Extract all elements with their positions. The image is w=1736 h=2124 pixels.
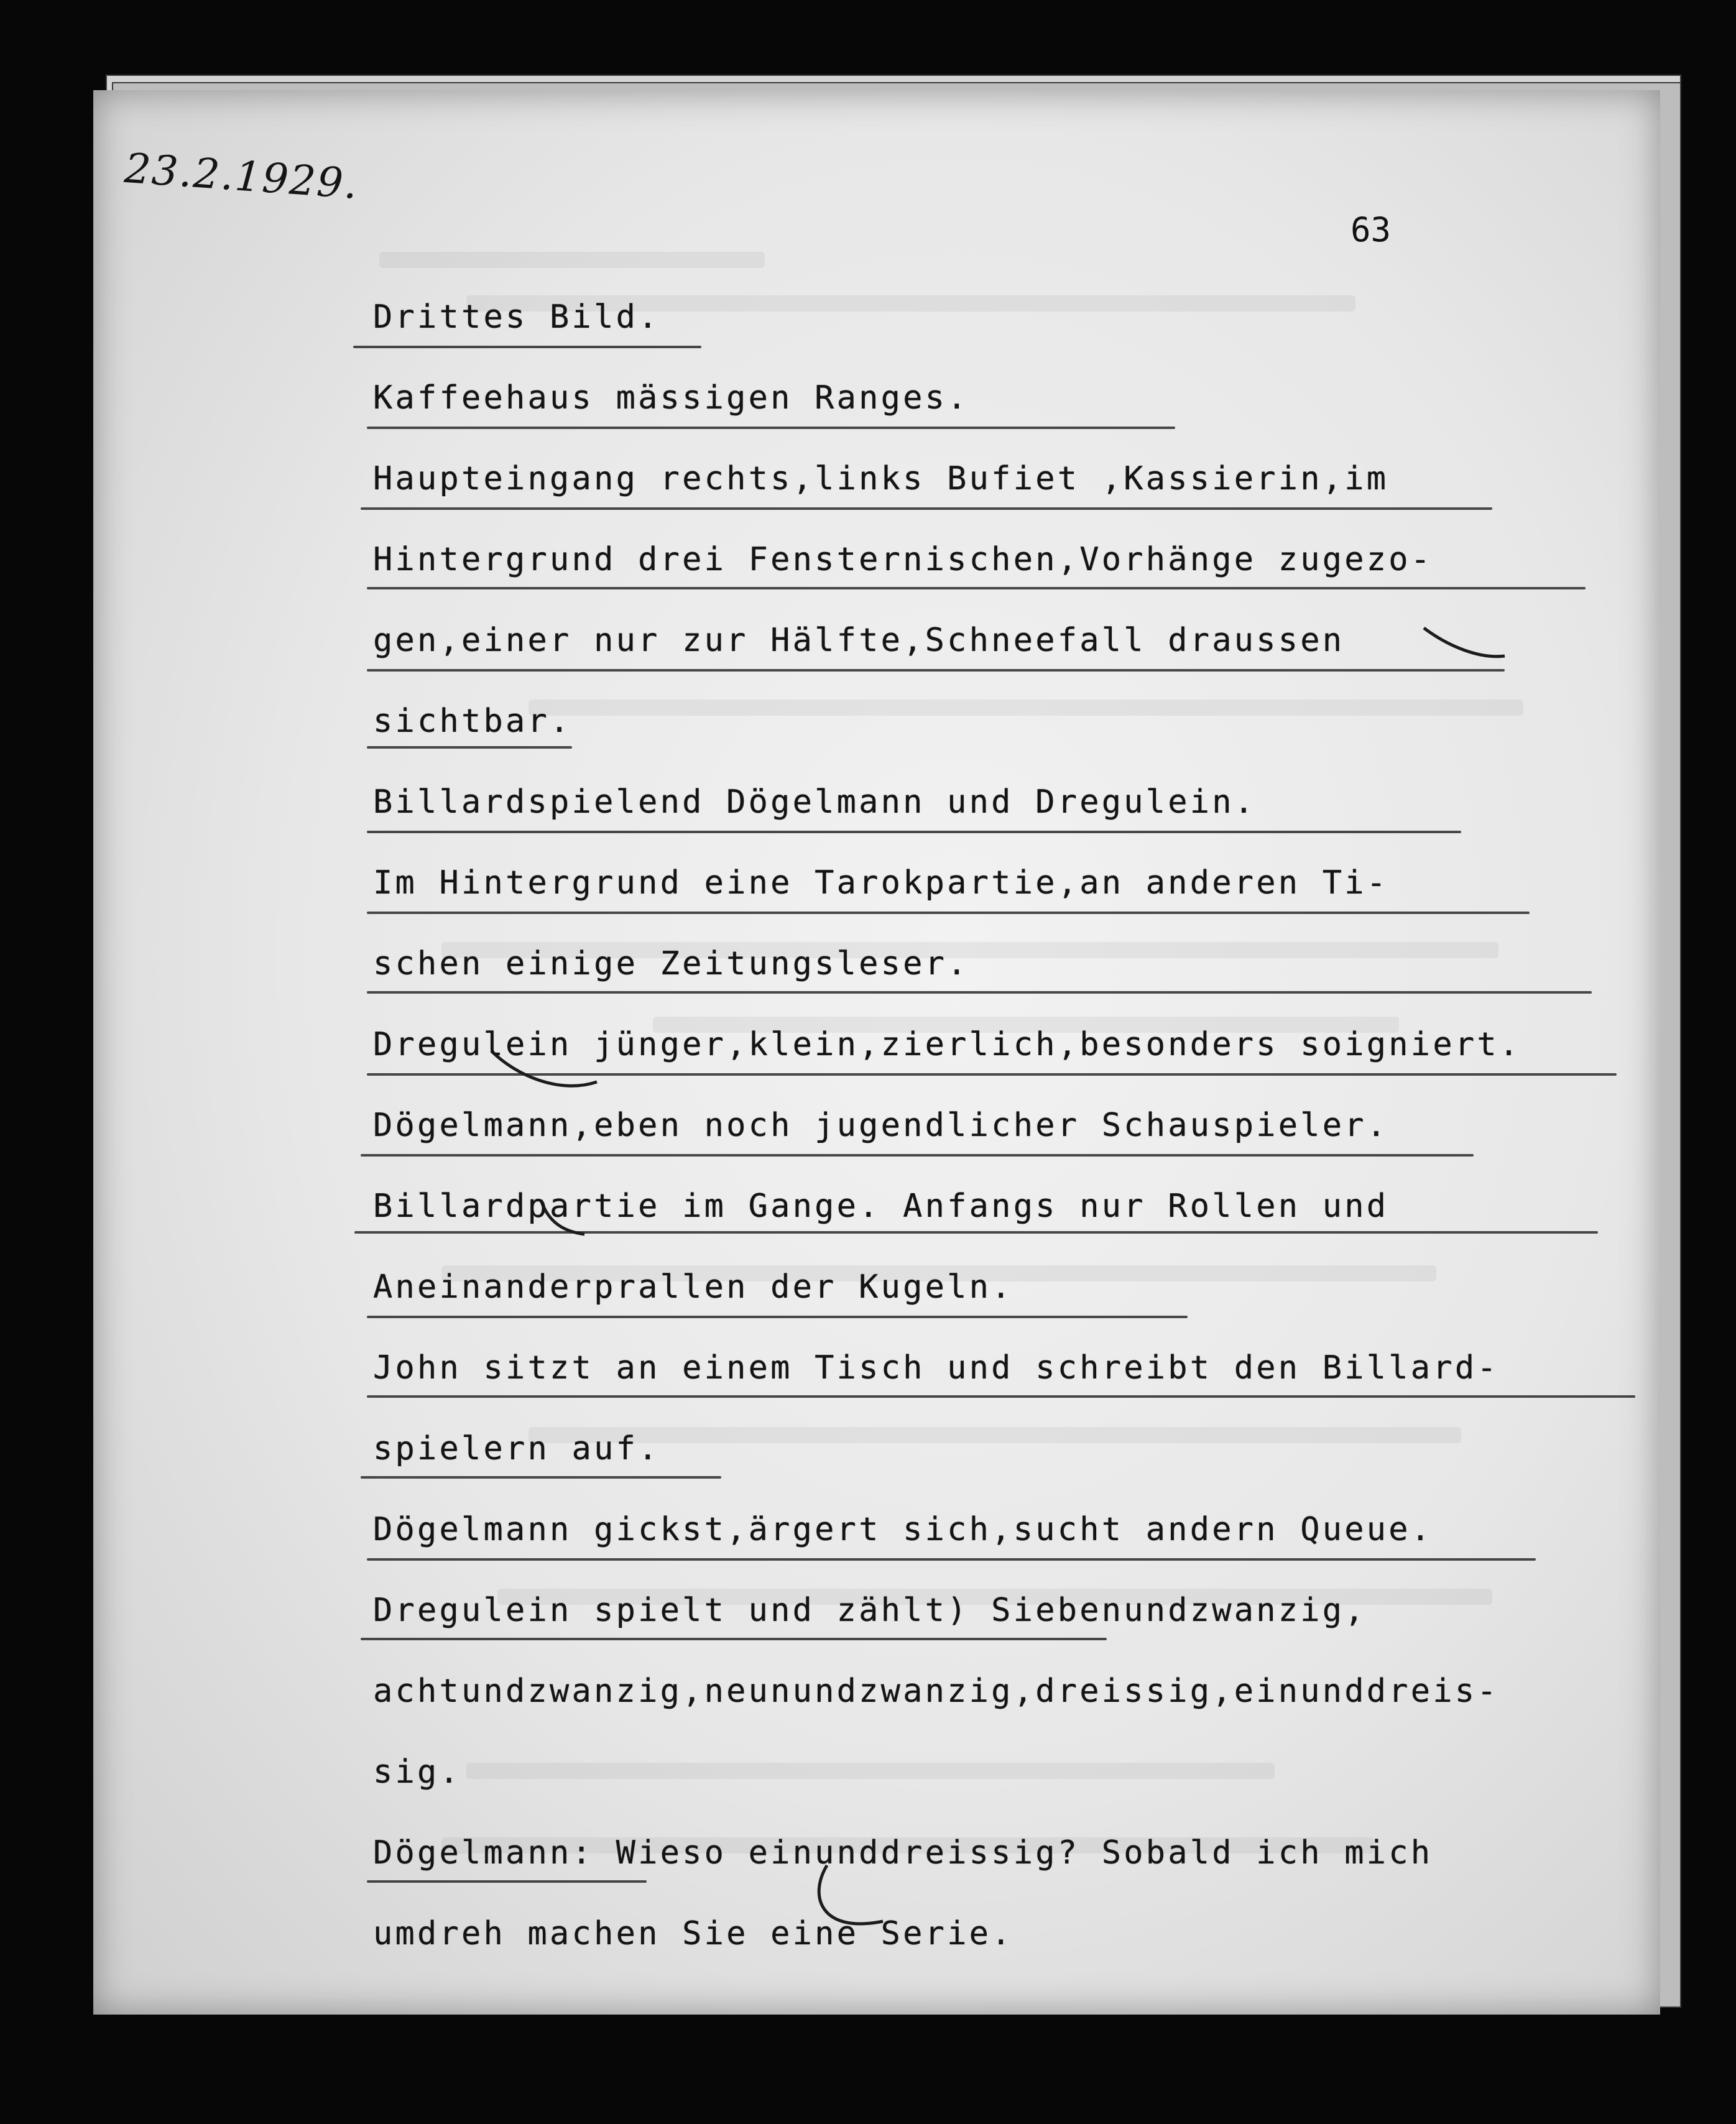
pencil-underline bbox=[367, 427, 1175, 429]
pencil-underline bbox=[367, 912, 1530, 914]
text-line: Aneinanderprallen der Kugeln. bbox=[373, 1262, 1666, 1343]
text-line: Dregulein jünger,klein,zierlich,besonders soigniert. bbox=[373, 1020, 1666, 1101]
pencil-underline bbox=[367, 1395, 1635, 1398]
page-number: 63 bbox=[1350, 210, 1392, 249]
text-line-dialogue: umdreh machen Sie eine Serie. bbox=[373, 1915, 1013, 1952]
bleed-through-text bbox=[379, 252, 765, 268]
text-line: Billardpartie im Gange. Anfangs nur Rollen und bbox=[373, 1181, 1666, 1262]
text-line: Dregulein spielt und zählt) Siebenundzwanzig, bbox=[373, 1586, 1666, 1666]
pencil-underline bbox=[353, 346, 701, 348]
text-line-dialogue: Dögelmann: Wieso einunddreissig? Sobald ich mich bbox=[373, 1828, 1666, 1909]
text-line-scene-title: Drittes Bild. bbox=[373, 292, 1666, 373]
text-line: sichtbar. bbox=[373, 696, 1666, 777]
pencil-underline bbox=[367, 669, 1505, 672]
pencil-underline bbox=[367, 1558, 1536, 1561]
text-line: Haupteingang rechts,links Bufiet ,Kassierin,im bbox=[373, 454, 1666, 535]
pencil-underline bbox=[367, 1073, 1617, 1076]
pencil-underline bbox=[367, 587, 1586, 589]
text-line: gen,einer nur zur Hälfte,Schneefall draussen bbox=[373, 616, 1666, 696]
text-line: schen einige Zeitungsleser. bbox=[373, 939, 1666, 1020]
pencil-underline bbox=[361, 1476, 721, 1479]
text-line: Billardspielend Dögelmann und Dregulein. bbox=[373, 777, 1666, 858]
handwritten-date: 23.2.1929. bbox=[122, 144, 361, 209]
text-line: sig. bbox=[373, 1753, 462, 1791]
text-line: achtundzwanzig,neunundzwanzig,dreissig,einunddreis- bbox=[373, 1673, 1499, 1710]
text-line: Hintergrund drei Fensternischen,Vorhänge zugezo- bbox=[373, 535, 1666, 616]
pencil-underline bbox=[361, 1638, 1107, 1640]
pencil-underline bbox=[361, 1154, 1474, 1157]
text-line: spielern auf. bbox=[373, 1424, 1666, 1505]
pencil-underline bbox=[354, 1231, 1598, 1234]
text-line: John sitzt an einem Tisch und schreibt den Billard- bbox=[373, 1343, 1666, 1424]
pencil-underline bbox=[367, 1316, 1188, 1318]
text-line: Dögelmann,eben noch jugendlicher Schauspieler. bbox=[373, 1101, 1666, 1181]
pencil-underline bbox=[361, 507, 1492, 510]
text-line: Im Hintergrund eine Tarokpartie,an anderen Ti- bbox=[373, 858, 1666, 939]
pencil-underline bbox=[367, 1880, 647, 1883]
typed-text-body bbox=[373, 292, 1666, 1990]
pencil-underline bbox=[367, 991, 1592, 994]
pencil-underline bbox=[367, 831, 1461, 833]
text-line: Dögelmann gickst,ärgert sich,sucht andern Queue. bbox=[373, 1505, 1666, 1586]
pencil-underline bbox=[367, 746, 572, 749]
text-line: Kaffeehaus mässigen Ranges. bbox=[373, 373, 1666, 454]
